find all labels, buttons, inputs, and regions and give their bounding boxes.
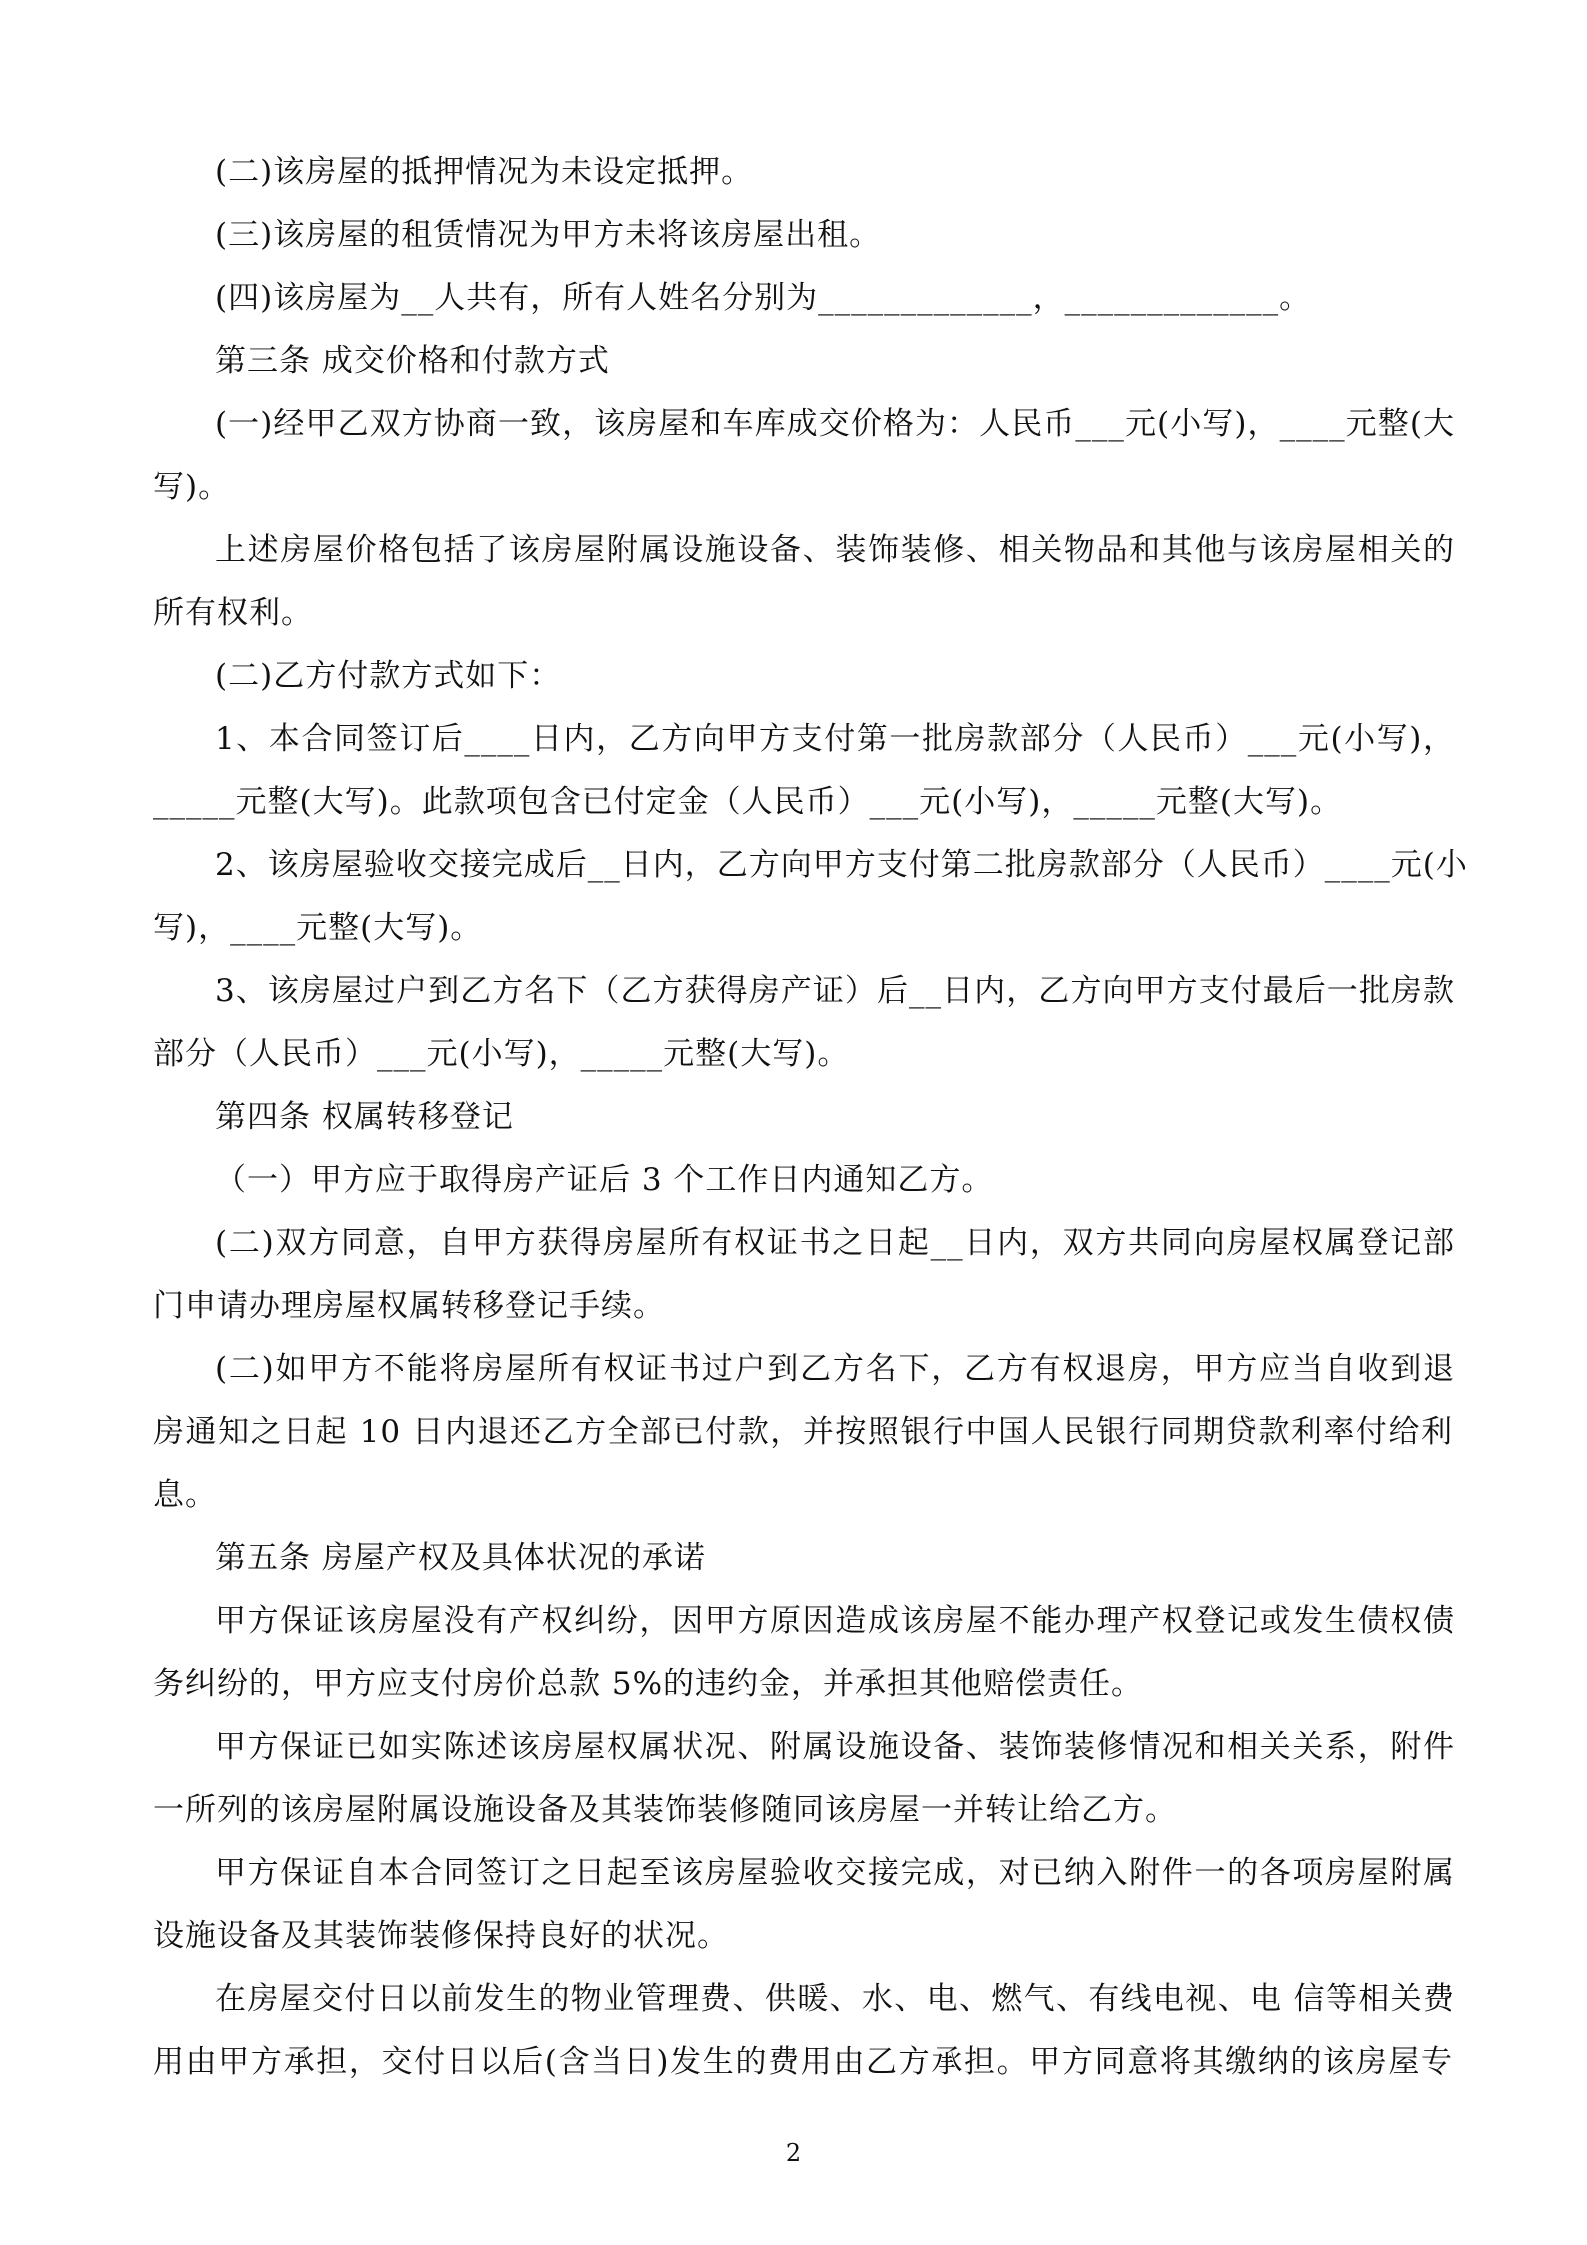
text-line: 写)。 <box>153 469 231 505</box>
text-line: 甲方保证已如实陈述该房屋权属状况、附属设施设备、装饰装修情况和相关关系，附件 <box>215 1729 1455 1765</box>
text-line: 一所列的该房屋附属设施设备及其装饰装修随同该房屋一并转让给乙方。 <box>153 1792 1177 1828</box>
text-line: (三)该房屋的租赁情况为甲方未将该房屋出租。 <box>215 217 882 253</box>
text-line: (二)如甲方不能将房屋所有权证书过户到乙方名下，乙方有权退房，甲方应当自收到退 <box>215 1351 1455 1387</box>
text-line: 写)，____元整(大写)。 <box>153 910 483 946</box>
text-line: _____元整(大写)。此款项包含已付定金（人民币）___元(小写)，_____元整(大写)。 <box>153 784 1343 820</box>
text-line: (四)该房屋为__人共有，所有人姓名分别为_____________，_____________。 <box>215 280 1312 316</box>
text-line: （一）甲方应于取得房产证后 3 个工作日内通知乙方。 <box>215 1162 994 1198</box>
text-line: 房通知之日起 10 日内退还乙方全部已付款，并按照银行中国人民银行同期贷款利率付给利 <box>153 1414 1453 1450</box>
text-line: (二)乙方付款方式如下： <box>215 658 562 694</box>
text-line: 甲方保证该房屋没有产权纠纷，因甲方原因造成该房屋不能办理产权登记或发生债权债 <box>215 1603 1455 1639</box>
text-line: (二)双方同意，自甲方获得房屋所有权证书之日起__日内，双方共同向房屋权属登记部 <box>215 1225 1455 1261</box>
text-line: 门申请办理房屋权属转移登记手续。 <box>153 1288 665 1324</box>
text-line: 设施设备及其装饰装修保持良好的状况。 <box>153 1918 729 1954</box>
text-line: 所有权利。 <box>153 595 313 631</box>
text-line: 务纠纷的，甲方应支付房价总款 5%的违约金，并承担其他赔偿责任。 <box>153 1666 1144 1702</box>
text-line: (二)该房屋的抵押情况为未设定抵押。 <box>215 154 754 190</box>
text-line: 3、该房屋过户到乙方名下（乙方获得房产证）后__日内，乙方向甲方支付最后一批房款 <box>215 973 1455 1009</box>
section-heading: 第五条 房屋产权及具体状况的承诺 <box>215 1540 706 1576</box>
text-line: (一)经甲乙双方协商一致，该房屋和车库成交价格为：人民币___元(小写)，____元整(大 <box>215 406 1455 442</box>
text-line: 用由甲方承担，交付日以后(含当日)发生的费用由乙方承担。甲方同意将其缴纳的该房屋专 <box>153 2044 1453 2080</box>
page-number: 2 <box>785 2139 802 2167</box>
section-heading: 第四条 权属转移登记 <box>215 1099 514 1135</box>
text-line: 甲方保证自本合同签订之日起至该房屋验收交接完成，对已纳入附件一的各项房屋附属 <box>215 1855 1455 1891</box>
text-line: 部分（人民币）___元(小写)，_____元整(大写)。 <box>153 1036 850 1072</box>
text-line: 1、本合同签订后____日内，乙方向甲方支付第一批房款部分（人民币）___元(小写)， <box>215 721 1455 757</box>
text-line: 在房屋交付日以前发生的物业管理费、供暖、水、电、燃气、有线电视、电 信等相关费 <box>215 1981 1455 2017</box>
section-heading: 第三条 成交价格和付款方式 <box>215 343 610 379</box>
text-line: 2、该房屋验收交接完成后__日内，乙方向甲方支付第二批房款部分（人民币）____元(小 <box>215 847 1468 883</box>
text-line: 息。 <box>153 1477 217 1513</box>
text-line: 上述房屋价格包括了该房屋附属设施设备、装饰装修、相关物品和其他与该房屋相关的 <box>215 532 1455 568</box>
